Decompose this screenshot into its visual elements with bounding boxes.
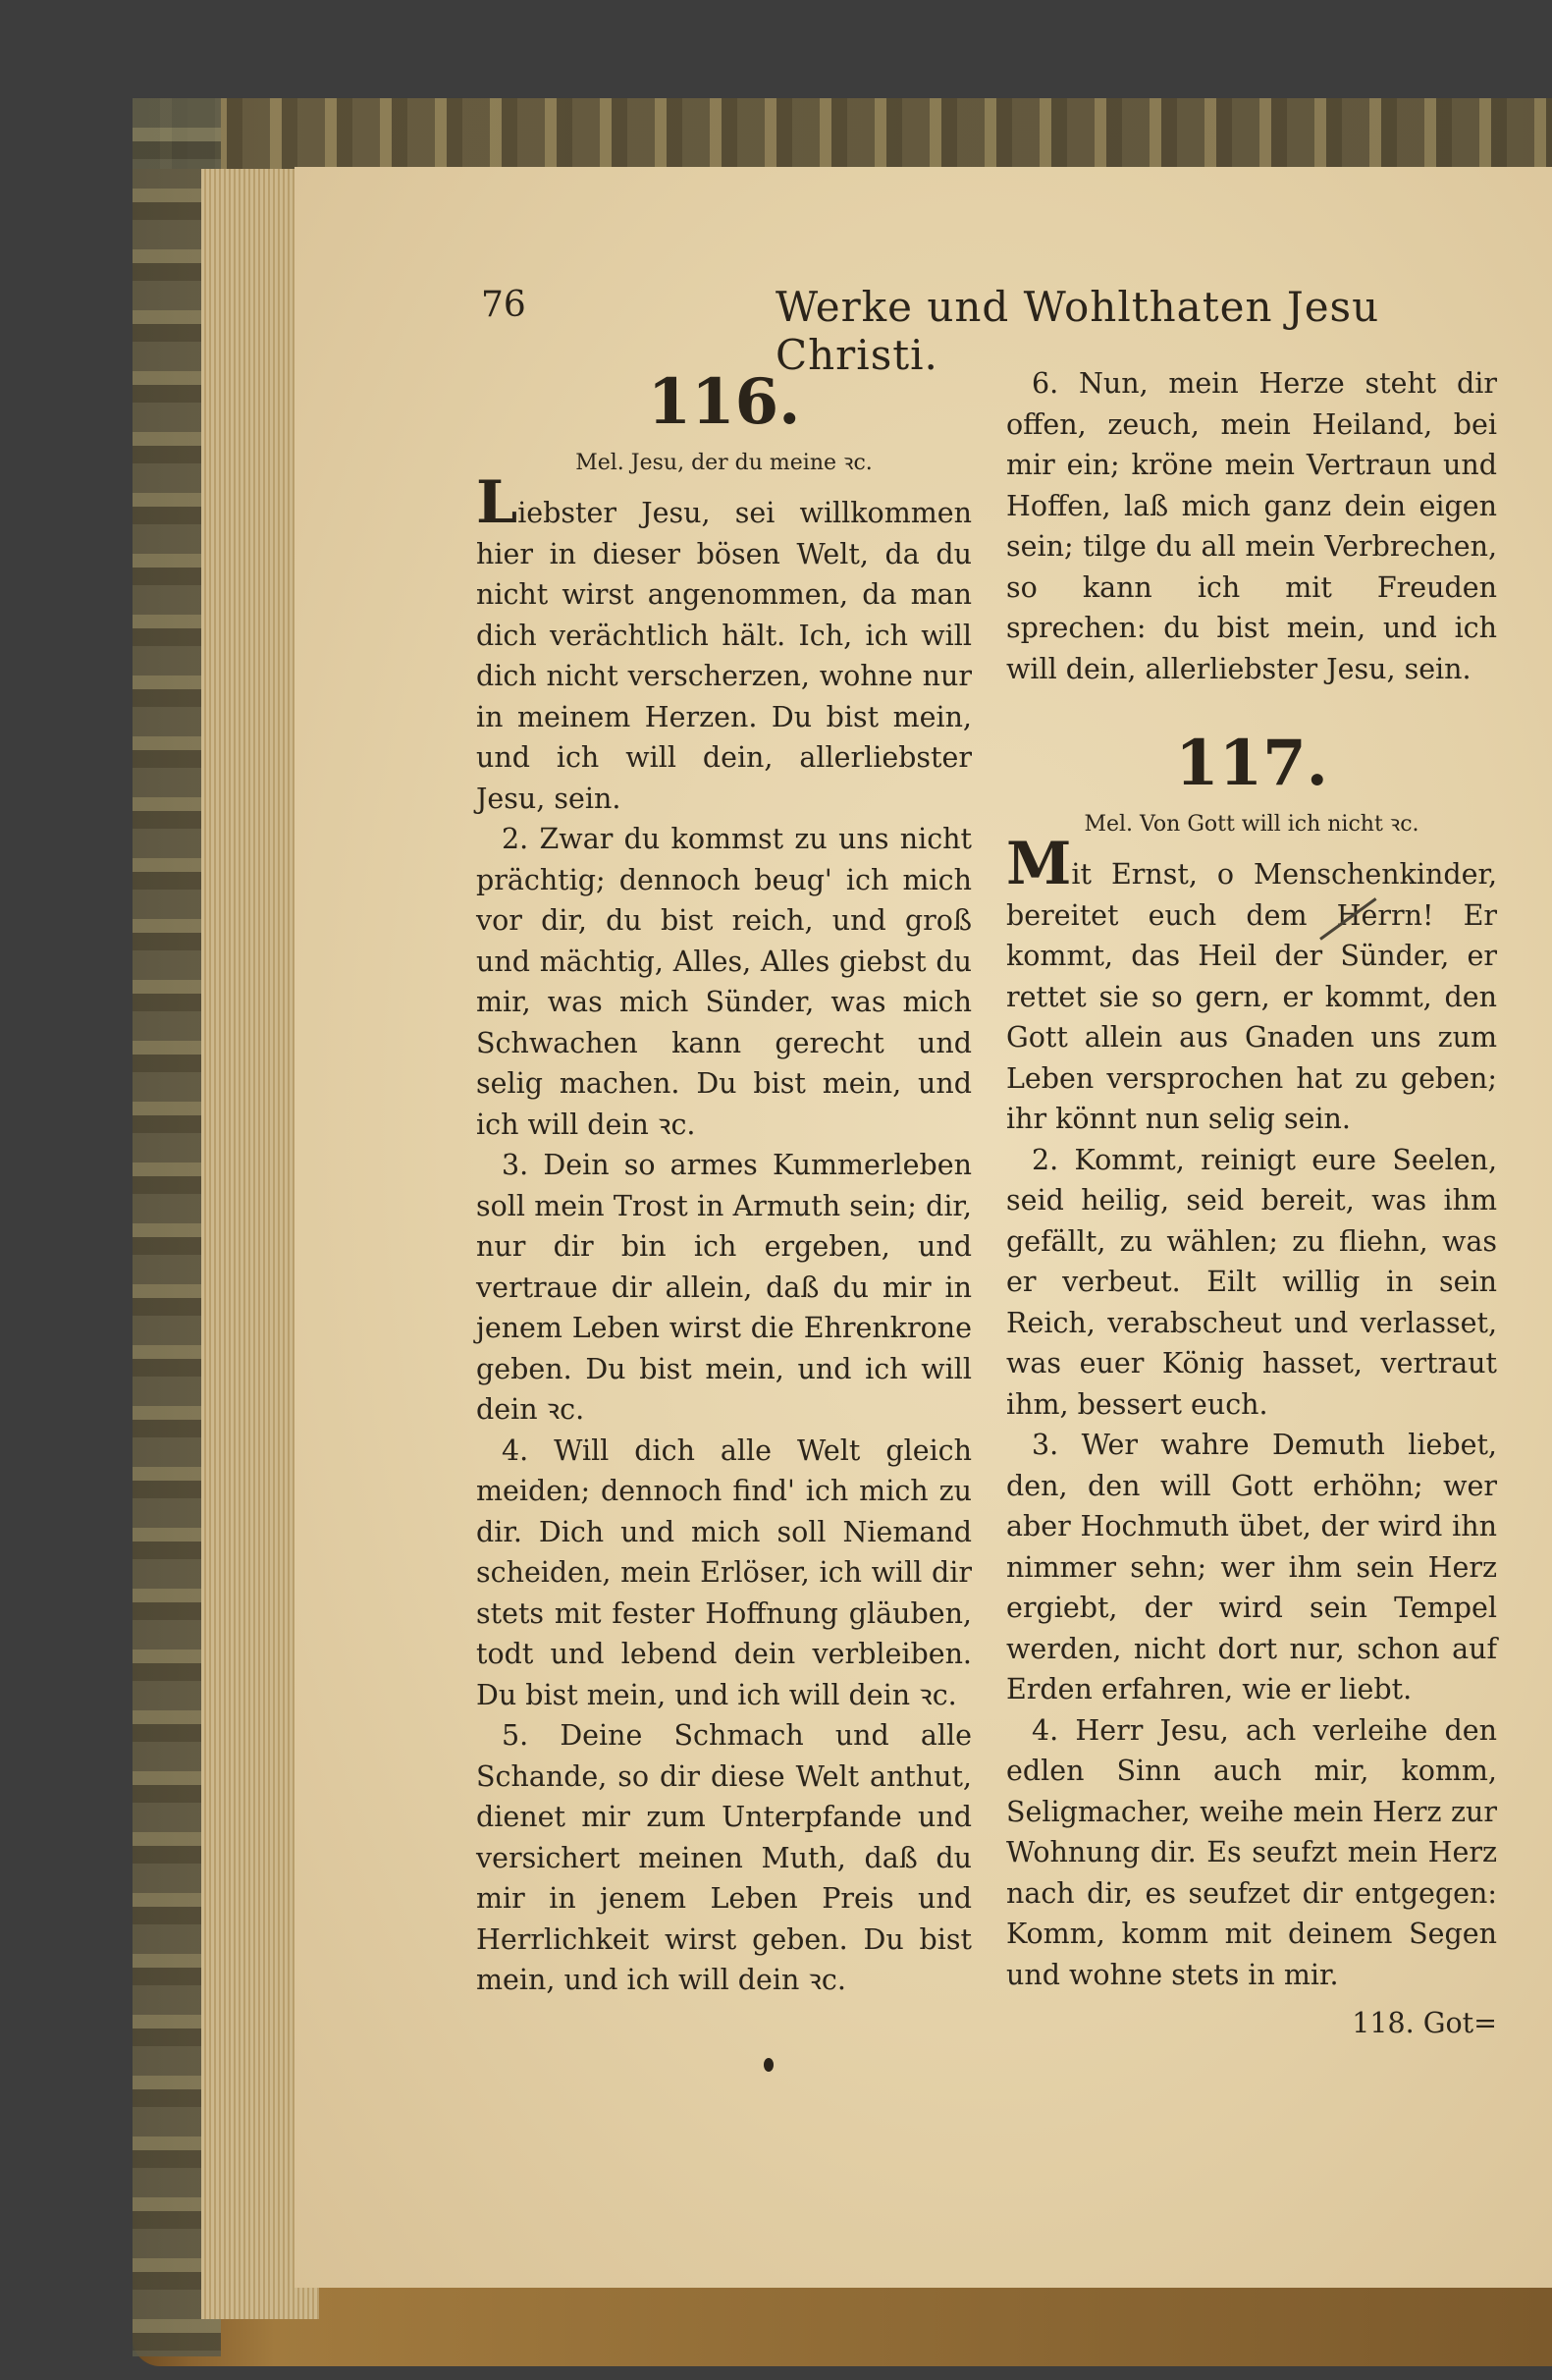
catchword: 118. Got=	[1352, 2007, 1497, 2039]
hymn-117-stanza-3: 3. Wer wahre Demuth liebet, den, den will Gott erhöhn; wer aber Hochmuth übet, der wird ihn nimmer sehn; wer ihm sein Herz ergiebt, der wird sein Tempel werden, nicht dort nur, schon auf Erden erfahren, wie er liebt.	[1006, 1429, 1497, 1705]
hymn-116-stanza-2: 2. Zwar du kommst zu uns nicht prächtig; dennoch beug' ich mich vor dir, du bist reich, und groß und mächtig, Alles, Alles giebst du mir, was mich Sünder, was mich Schwachen kann gerecht und selig machen. Du bist mein, und ich will dein ꝛc.	[476, 823, 972, 1141]
column-left	[476, 363, 972, 2001]
cover-ornament-top	[133, 98, 1552, 169]
hymn-116-initial: L	[476, 468, 518, 537]
hymn-116-melody: Mel. Jesu, der du meine ꝛc.	[575, 451, 873, 475]
hymn-116-stanza-4: 4. Will dich alle Welt gleich meiden; dennoch find' ich mich zu dir. Dich und mich soll Niemand scheiden, mein Erlöser, ich will dir stets mit fester Hoffnung gläuben, todt und lebend dein verbleiben. Du bist mein, und ich will dein ꝛc.	[476, 1433, 972, 1711]
hymn-116-stanza-3: 3. Dein so armes Kummerleben soll mein Trost in Armuth sein; dir, nur dir bin ich ergeben, und vertraue dir allein, daß du mir in jenem Leben wirst die Ehrenkrone geben. Du bist mein, und ich will dein ꝛc.	[476, 1149, 972, 1426]
running-head	[481, 283, 1424, 379]
hymn-116-stanza-1: Liebster Jesu, sei willkommen hier in dieser bösen Welt, da du nicht wirst angenommen, da man dich verächtlich hält. Ich, ich will dich nicht verscherzen, wohne nur in meinem Herzen. Du bist mein, und ich will dein, allerliebster Jesu, sein.	[476, 468, 972, 815]
book-page	[294, 167, 1552, 2288]
running-head-title: Werke und Wohlthaten Jesu Christi.	[776, 283, 1380, 379]
bullet-mark	[764, 2058, 774, 2072]
page-number: 76	[481, 285, 526, 325]
hymn-117-number: 117.	[1175, 727, 1328, 800]
hymn-117-initial: M	[1006, 830, 1072, 898]
hymn-117-stanza-2: 2. Kommt, reinigt eure Seelen, seid heilig, seid bereit, was ihm gefällt, zu wählen; zu fliehn, was er verbeut. Eilt willig in sein Reich, verabscheut und verlasset, was euer König hasset, vertraut ihm, bessert euch.	[1006, 1143, 1497, 1421]
hymn-116-number: 116.	[647, 365, 801, 439]
hymn-116-stanza-6: 6. Nun, mein Herze steht dir offen, zeuch, mein Heiland, bei mir ein; kröne mein Vertraun und Hoffen, laß mich ganz dein eigen sein; tilge du all mein Verbrechen, so kann ich mit Freuden sprechen: du bist mein, und ich will dein, allerliebster Jesu, sein.	[1006, 367, 1497, 685]
column-right	[1006, 363, 1497, 2044]
hymn-116-stanza-5: 5. Deine Schmach und alle Schande, so dir diese Welt anthut, dienet mir zum Unterpfande und versichert meinen Muth, daß du mir in jenem Leben Preis und Herrlichkeit wirst geben. Du bist mein, und ich will dein ꝛc.	[476, 1719, 972, 1996]
hymn-117-melody: Mel. Von Gott will ich nicht ꝛc.	[1084, 812, 1419, 837]
hymn-117-stanza-4: 4. Herr Jesu, ach verleihe den edlen Sinn auch mir, komm, Seligmacher, weihe mein Herz zur Wohnung dir. Es seufzt mein Herz nach dir, es seufzet dir entgegen: Komm, komm mit deinem Segen und wohne stets in mir.	[1006, 1713, 1497, 1991]
hymn-117-stanza-1: Mit Ernst, o Menschenkinder, bereitet euch dem Herrn! Er kommt, das Heil der Sünder, er rettet sie so gern, er kommt, den Gott allein aus Gnaden uns zum Leben versprochen hat zu geben; ihr könnt nun selig sein.	[1006, 830, 1497, 1135]
